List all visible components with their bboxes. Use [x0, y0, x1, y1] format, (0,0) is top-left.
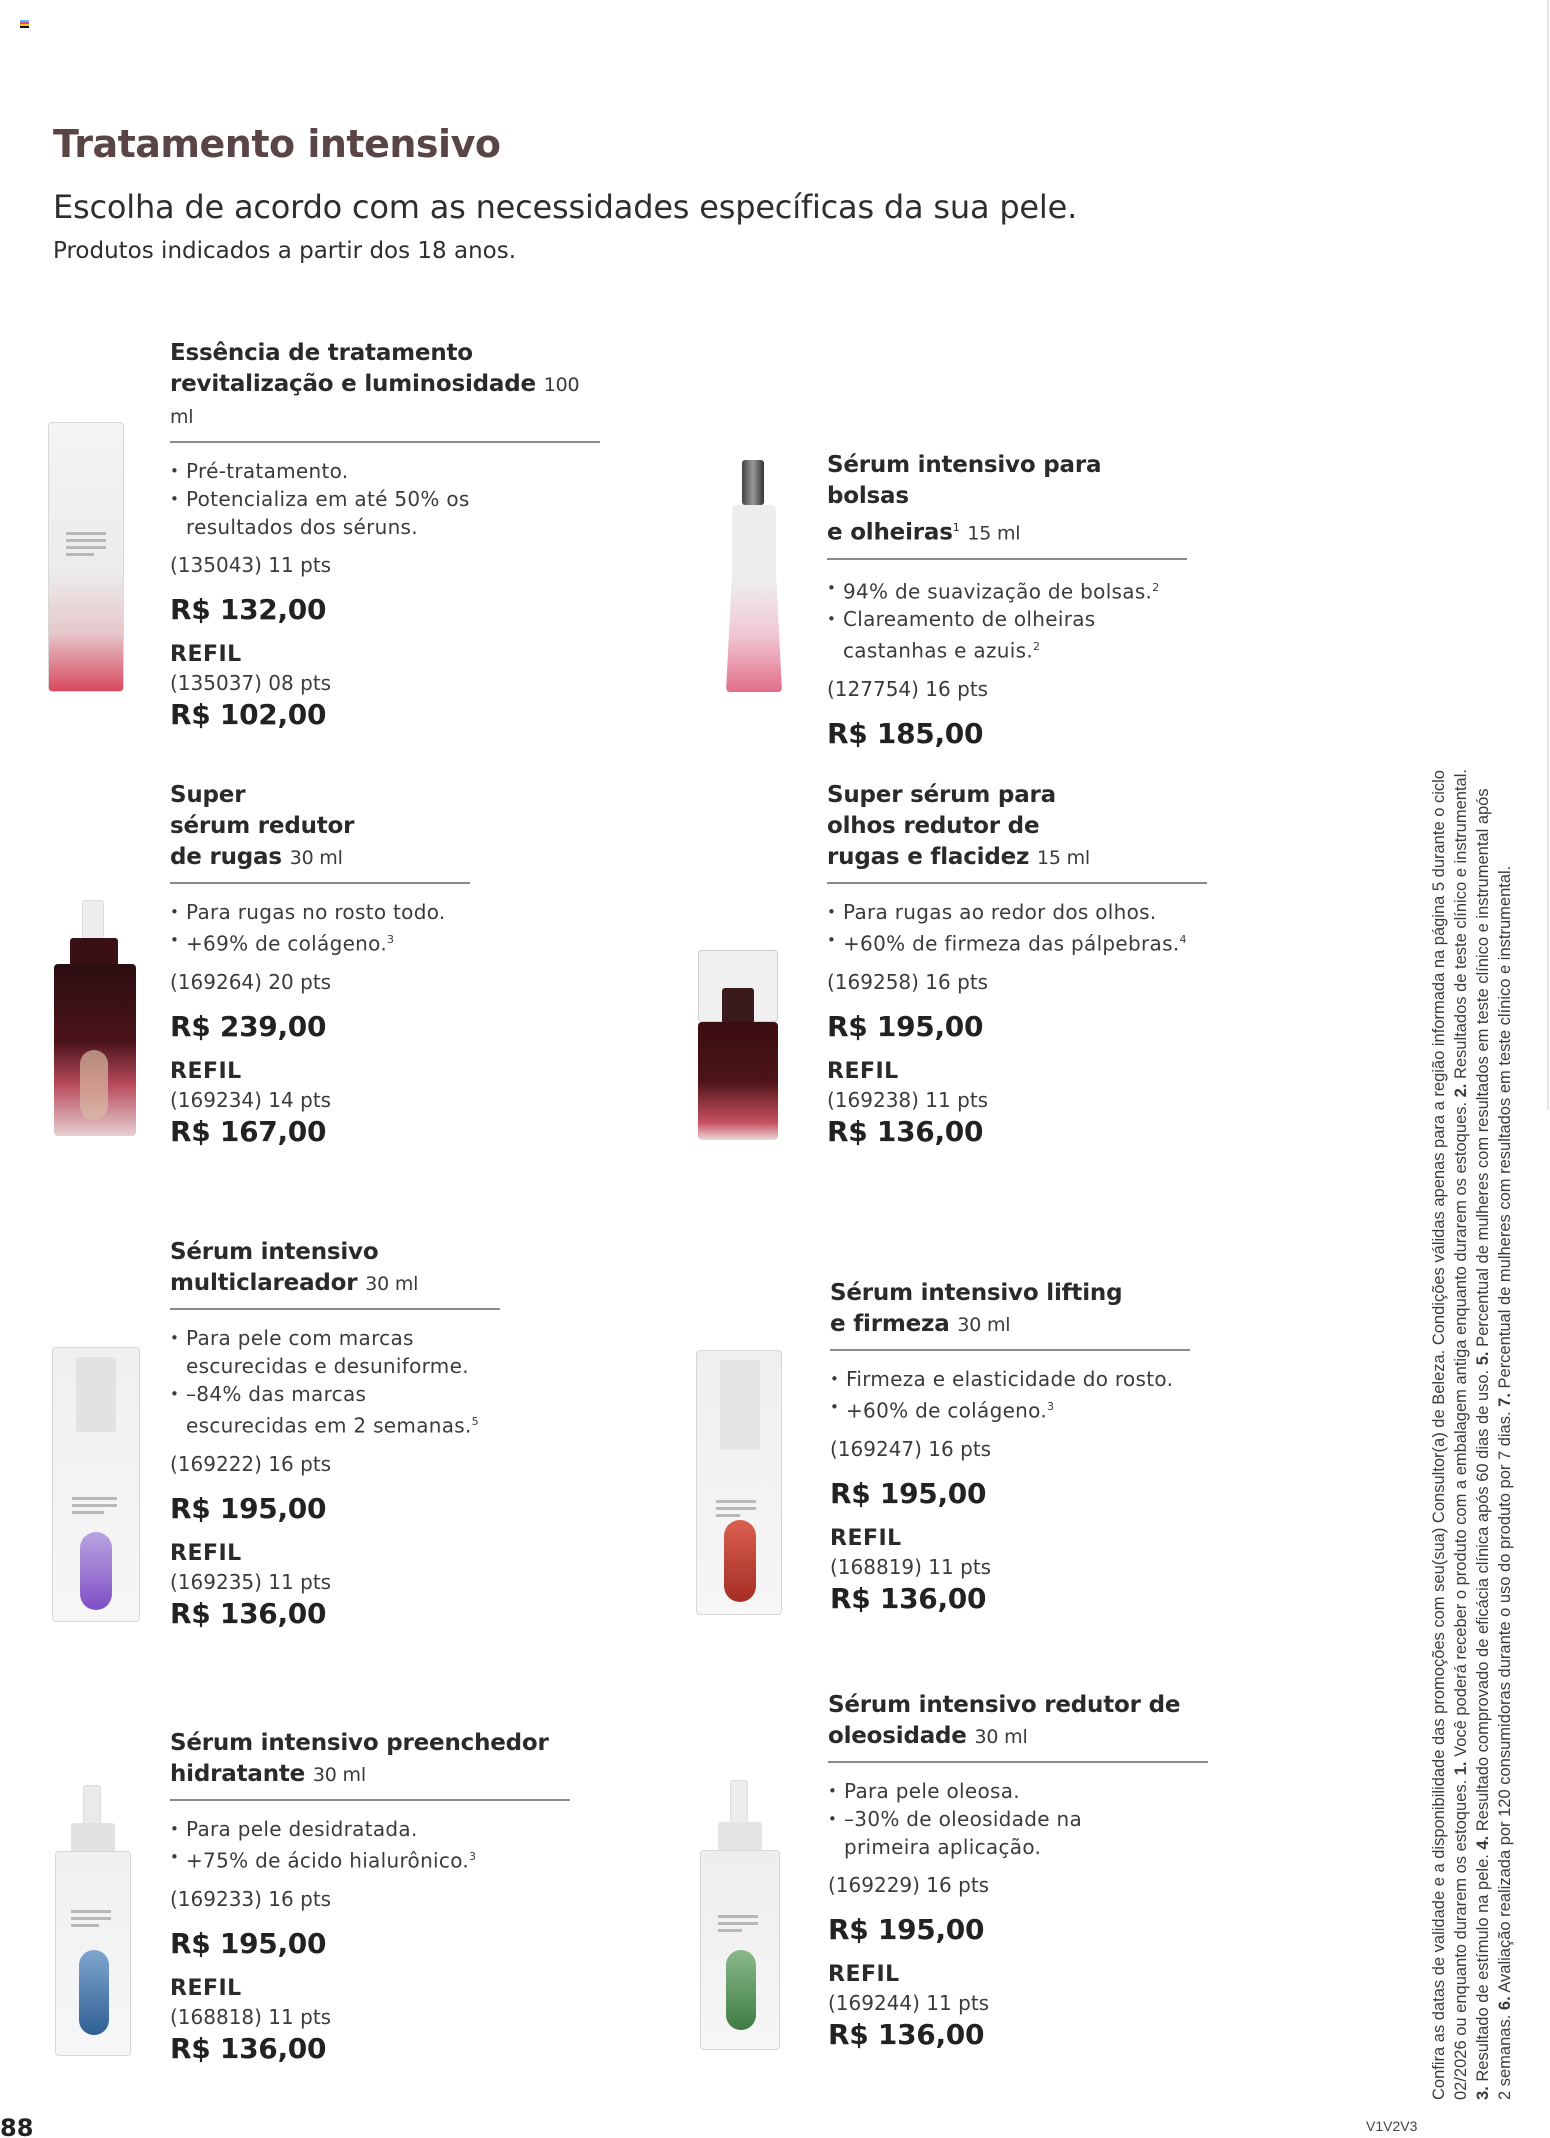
product-card-bolsas-olheiras: [680, 440, 1220, 750]
product-card-lifting-firmeza: [670, 1270, 1230, 1690]
product-code: (135043) 11 pts: [170, 553, 332, 577]
product-image-pump-bottle-red: [696, 1350, 784, 1620]
product-price: R$ 132,00: [170, 593, 327, 626]
benefit-list: • Para rugas no rosto todo. • +69% de colágeno.$^3$: [170, 898, 470, 958]
title-divider: [827, 558, 1187, 560]
product-volume: 30 ml: [312, 1764, 366, 1786]
benefit-list: • Para pele com marcas escurecidas e desuniforme. • –84% das marcas escurecidas em 2 semanas.$^5$: [170, 1324, 500, 1440]
product-code: (169247) 16 pts: [830, 1436, 992, 1461]
title-divider: [827, 882, 1207, 884]
product-volume: 15 ml: [1037, 847, 1091, 869]
refil-price: R$ 136,00: [827, 1114, 984, 1148]
benefit-list: • Para rugas ao redor dos olhos. • +60% de firmeza das pálpebras.$^4$: [827, 898, 1207, 958]
footnote-line-3: 3. Resultado de estímulo na pele. 4. Resultado comprovado de eficácia clínica após 60 dias de uso. 5. Percentual de mulheres com resultados em teste clínico e instrumental após: [1474, 788, 1492, 2100]
product-price: R$ 239,00: [170, 1009, 327, 1043]
product-image-pump-bottle-purple: [52, 1347, 142, 1627]
print-registration-mark: [20, 20, 29, 28]
footnote-line-4: 2 semanas. 6. Avaliação realizada por 120 consumidoras durante o uso do produto por 7 dias. 7. Percentual de mulheres com resultados em teste clínico e instrumental.: [1496, 865, 1514, 2100]
product-code: (169229) 16 pts: [828, 1873, 990, 1897]
product-price: R$ 195,00: [170, 1491, 327, 1525]
refil-price: R$ 136,00: [828, 2018, 985, 2051]
product-title: Sérum intensivo multiclareador 30 ml: [170, 1239, 419, 1296]
refil-label: REFIL: [170, 1540, 242, 1566]
product-price: R$ 195,00: [830, 1476, 987, 1510]
benefit-list: • Para pele oleosa. • –30% de oleosidade na primeira aplicação.: [828, 1777, 1208, 1861]
product-title: Sérum intensivo para bolsas e olheiras$^1$ 15 ml: [827, 452, 1102, 546]
benefit-list: • Firmeza e elasticidade do rosto. • +60% de colágeno.$^3$: [830, 1365, 1190, 1425]
product-title: Sérum intensivo lifting e firmeza 30 ml: [830, 1280, 1123, 1337]
refil-price: R$ 136,00: [830, 1581, 987, 1615]
product-code: (169233) 16 pts: [170, 1886, 332, 1911]
product-title: Super sérum redutor de rugas 30 ml: [170, 782, 355, 870]
product-volume: 30 ml: [365, 1273, 419, 1295]
refil-code: (168819) 11 pts: [830, 1554, 992, 1579]
product-image-dropper-bottle-green: [700, 1780, 782, 2060]
refil-price: R$ 136,00: [170, 2031, 327, 2065]
product-price: R$ 195,00: [827, 1009, 984, 1043]
refil-label: REFIL: [828, 1962, 900, 1987]
title-divider: [828, 1761, 1208, 1763]
product-code: (169222) 16 pts: [170, 1451, 332, 1476]
product-image-dropper-bottle-blue: [55, 1785, 135, 2065]
product-image-essencia-bottle: [48, 422, 126, 702]
product-volume: 15 ml: [967, 522, 1021, 545]
refil-label: REFIL: [170, 1058, 242, 1084]
refil-code: (135037) 08 pts: [170, 671, 332, 695]
page-subtitle: Escolha de acordo com as necessidades específicas da sua pele.: [53, 188, 1078, 226]
product-price: R$ 195,00: [828, 1913, 985, 1946]
product-price: R$ 195,00: [170, 1926, 327, 1960]
product-title: Super sérum para olhos redutor de rugas e flacidez 15 ml: [827, 782, 1091, 870]
product-card-multiclareador: [0, 1225, 620, 1675]
product-card-essencia: [0, 330, 620, 750]
refil-code: (168818) 11 pts: [170, 2004, 332, 2029]
title-divider: [170, 441, 600, 443]
product-title: Sérum intensivo preenchedor hidratante 30 ml: [170, 1730, 549, 1787]
product-code: (169258) 16 pts: [827, 969, 989, 994]
refil-code: (169238) 11 pts: [827, 1087, 989, 1112]
product-code: (127754) 16 pts: [827, 676, 989, 701]
title-divider: [170, 882, 470, 884]
refil-code: (169235) 11 pts: [170, 1569, 332, 1594]
refil-label: REFIL: [827, 1058, 899, 1084]
product-image-dropper-bottle-dark: [52, 900, 137, 1150]
product-card-preenchedor-hidratante: [0, 1710, 620, 2130]
benefit-list: • 94% de suavização de bolsas.$^2$ • Clareamento de olheiras castanhas e azuis.$^2$: [827, 574, 1187, 665]
legal-footnotes: [1428, 410, 1516, 2100]
refil-price: R$ 136,00: [170, 1596, 327, 1630]
product-code: (169264) 20 pts: [170, 969, 332, 994]
product-volume: 30 ml: [974, 1726, 1028, 1748]
product-image-eye-tube: [720, 460, 790, 700]
title-divider: [830, 1349, 1190, 1351]
page-edge-divider: [1547, 0, 1549, 1110]
benefit-list: • Pré-tratamento. • Potencializa em até 50% os resultados dos séruns.: [170, 457, 600, 541]
age-note: Produtos indicados a partir dos 18 anos.: [53, 238, 517, 264]
refil-code: (169244) 11 pts: [828, 1991, 990, 2015]
product-card-super-serum-rugas: [0, 775, 620, 1195]
product-price: R$ 185,00: [827, 716, 984, 750]
refil-price: R$ 167,00: [170, 1114, 327, 1148]
refil-code: (169234) 14 pts: [170, 1087, 332, 1112]
page-number: 88: [0, 2114, 34, 2138]
product-volume: 100 ml: [170, 374, 580, 428]
refil-label: REFIL: [830, 1525, 902, 1551]
refil-label: REFIL: [170, 642, 242, 667]
refil-label: REFIL: [170, 1975, 242, 2001]
product-volume: 30 ml: [289, 847, 343, 869]
product-card-super-serum-olhos: [670, 775, 1230, 1195]
product-volume: 30 ml: [957, 1314, 1011, 1336]
page-title: Tratamento intensivo: [53, 122, 501, 166]
product-card-redutor-oleosidade: [670, 1680, 1230, 2100]
product-title: Essência de tratamento revitalização e luminosidade 100 ml: [170, 340, 580, 428]
footnote-line-1: Confira as datas de validade e a disponibilidade das promoções com seu(sua) Consultor(a) de Beleza. Condições válidas apenas para a região informada na página 5 durante o ciclo: [1430, 770, 1448, 2100]
footnote-line-2: 02/2026 ou enquanto durarem os estoques. 1. Você poderá receber o produto com a embalagem antiga enquanto durarem os estoques. 2. Resultados de teste clínico e instrumental.: [1452, 769, 1470, 2100]
title-divider: [170, 1799, 570, 1801]
refil-price: R$ 102,00: [170, 698, 327, 731]
version-code: V1V2V3: [1366, 2118, 1418, 2134]
title-divider: [170, 1308, 500, 1310]
product-image-pump-bottle-dark: [698, 950, 778, 1150]
product-title: Sérum intensivo redutor de oleosidade 30 ml: [828, 1692, 1181, 1749]
benefit-list: • Para pele desidratada. • +75% de ácido hialurônico.$^3$: [170, 1815, 570, 1875]
